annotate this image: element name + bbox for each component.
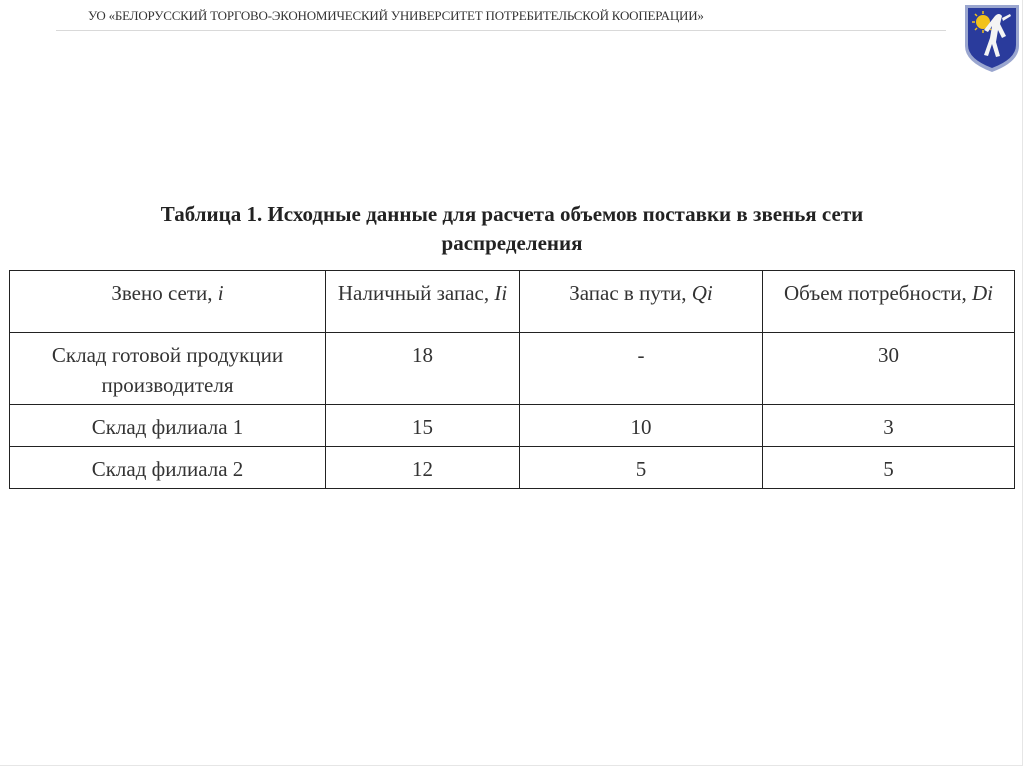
table-row: [10, 447, 1015, 489]
cell-stock-in-transit: 10: [520, 405, 763, 447]
cell-stock-on-hand: 18: [326, 333, 520, 405]
header-network-link: [10, 271, 326, 333]
header-demand-volume-symbol: Di: [971, 281, 993, 305]
source-data-table: [9, 270, 1015, 489]
header-stock-in-transit: [520, 271, 763, 333]
cell-network-link: Склад филиала 1: [10, 405, 326, 447]
cell-stock-on-hand: 12: [326, 447, 520, 489]
cell-stock-in-transit: 5: [520, 447, 763, 489]
header-demand-volume: [763, 271, 1015, 333]
header-demand-volume-text: Объем потребности,: [784, 281, 972, 305]
header-stock-in-transit-text: Запас в пути,: [569, 281, 692, 305]
header-network-link-text: Звено сети,: [111, 281, 218, 305]
table-header-row: [10, 271, 1015, 333]
cell-demand-volume: 30: [763, 333, 1015, 405]
table-row: [10, 405, 1015, 447]
cell-demand-volume: 3: [763, 405, 1015, 447]
table-title-line-2: распределения: [441, 231, 583, 255]
cell-stock-on-hand: 15: [326, 405, 520, 447]
header-stock-in-transit-symbol: Qi: [691, 281, 713, 305]
header-network-link-symbol: i: [217, 281, 224, 305]
university-emblem-icon: [962, 2, 1022, 74]
cell-stock-in-transit: -: [520, 333, 763, 405]
table-row: [10, 333, 1015, 405]
header-stock-on-hand-symbol: Ii: [494, 281, 508, 305]
table-title: [40, 200, 984, 258]
table-title-line-1: Таблица 1. Исходные данные для расчета объемов поставки в звенья сети: [160, 202, 864, 226]
header-divider: [56, 30, 946, 31]
header-stock-on-hand: [326, 271, 520, 333]
university-header: УО «БЕЛОРУССКИЙ ТОРГОВО-ЭКОНОМИЧЕСКИЙ УНИВЕРСИТЕТ ПОТРЕБИТЕЛЬСКОЙ КООПЕРАЦИИ»: [88, 8, 704, 23]
header-stock-on-hand-text: Наличный запас,: [337, 281, 495, 305]
cell-demand-volume: 5: [763, 447, 1015, 489]
cell-network-link: Склад готовой продукции производителя: [10, 333, 326, 405]
cell-network-link: Склад филиала 2: [10, 447, 326, 489]
